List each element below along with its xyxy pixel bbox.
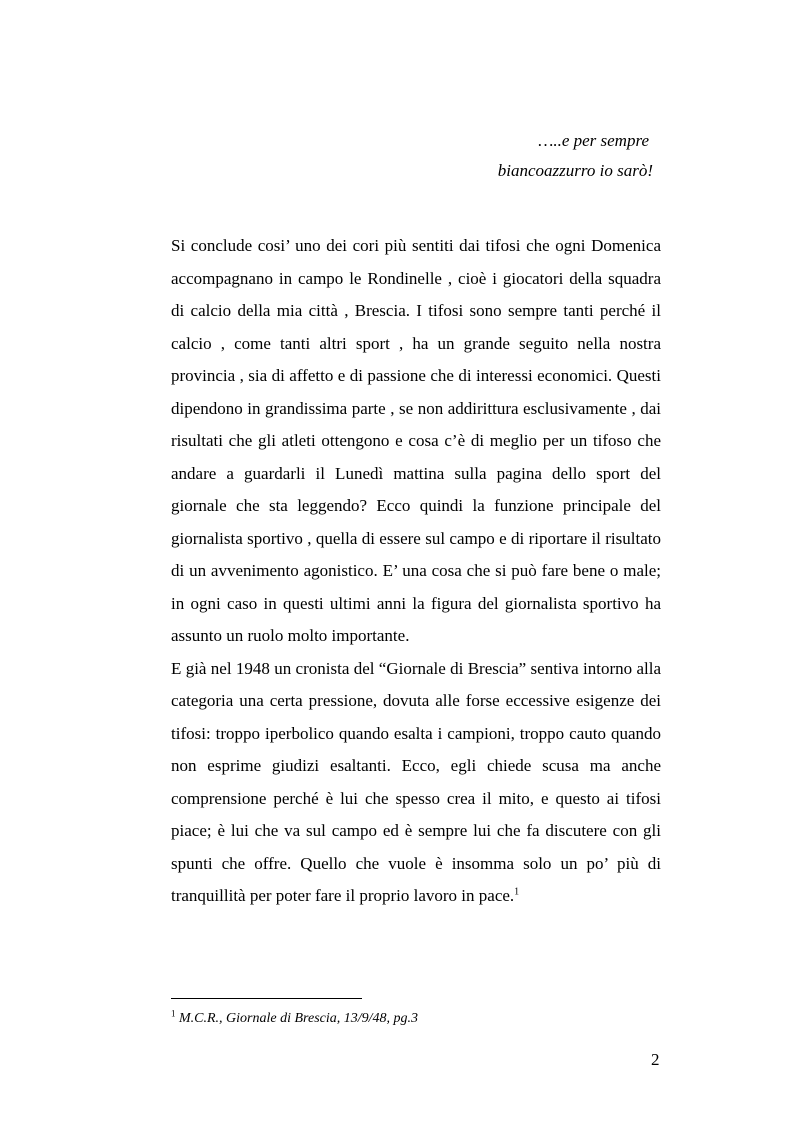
footnote-divider [171,998,362,999]
paragraph-2-text: E già nel 1948 un cronista del “Giornale di Brescia” sentiva intorno alla categoria una certa pressione, dovuta alle forse eccessive esigenze dei tifosi: troppo iperbolico quando esalta i campioni, troppo cauto quando non esprime giudizi esaltanti. Ecco, egli chiede scusa ma anche comprensione perché è lui che spesso crea il mito, e questo ai tifosi piace; è lui che va sul campo ed è sempre lui che fa discutere con gli spunti che offre. Quello che vuole è insomma solo un po’ più di tranquillità per poter fare il proprio lavoro in pace. [171,658,661,905]
epigraph [498,126,653,186]
footnote-marker: 1 [171,1008,176,1019]
epigraph-line-2: biancoazzurro io sarò! [497,161,653,180]
page-number: 2 [651,1050,660,1069]
footnote-text: M.C.R., Giornale di Brescia, 13/9/48, pg.3 [179,1011,419,1026]
paragraph-1: Si conclude cosi’ uno dei cori più sentiti dai tifosi che ogni Domenica accompagnano in campo le Rondinelle , cioè i giocatori della squadra di calcio della mia città , Brescia. I tifosi sono sempre tanti perché il calcio , come tanti altri sport , ha un grande seguito nella nostra provincia , sia di affetto e di passione che di interessi economici. Questi dipendono in grandissima parte , se non addirittura esclusivamente , dai risultati che gli atleti ottengono e cosa c’è di meglio per un tifoso che andare a guardarli il Lunedì mattina sulla pagina dello sport del giornale che sta leggendo? Ecco quindi la funzione principale del giornalista sportivo , quella di essere sul campo e di riportare il risultato di un avvenimento agonistico. E’ una cosa che si può fare bene o male; in ogni caso in questi ultimi anni la figura del giornalista sportivo ha assunto un ruolo molto importante. [171,236,661,645]
footnote-reference: 1 [514,886,520,898]
footnote [171,1010,418,1028]
body-text [171,230,661,913]
epigraph-line-1: …..e per sempre [538,131,649,150]
paragraph-2 [171,653,661,913]
